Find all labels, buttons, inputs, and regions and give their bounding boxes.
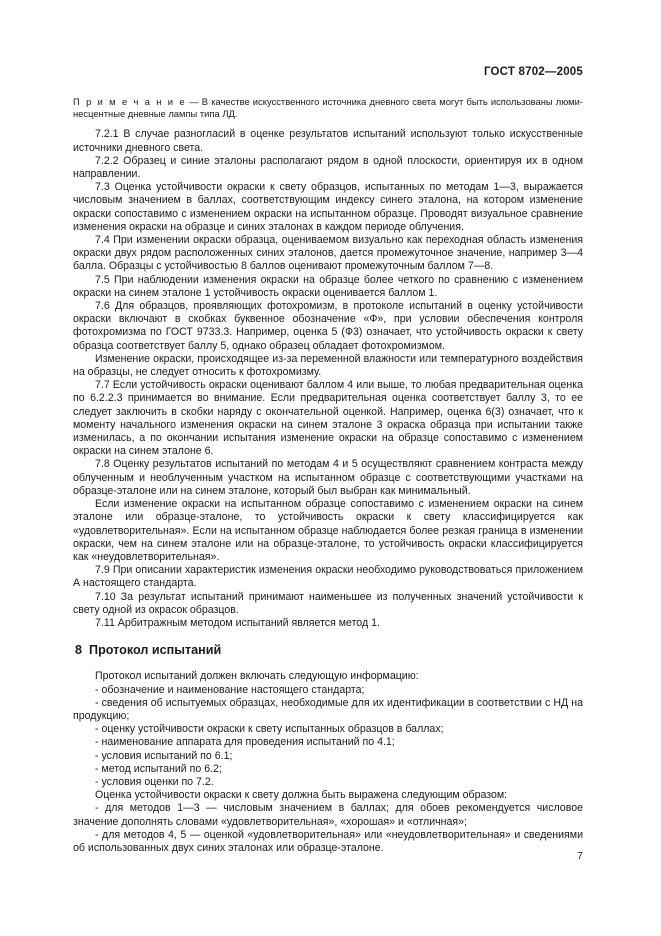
paragraph: 7.5 При наблюдении изменения окраски на образце более четкого по сравнению с изменением окраски на синем эталоне 1 устойчивость окраски оценивается баллом 1. — [73, 273, 583, 299]
list-item: - условия испытаний по 6.1; — [95, 749, 233, 762]
paragraph: 7.2.2 Образец и синие эталоны располагают рядом в одной плоскости, ориентируя их в одном направлении. — [73, 154, 583, 181]
page-content — [73, 96, 583, 855]
note — [73, 96, 583, 120]
paragraph: Если изменение окраски на испытанном образце сопоставимо с изменением окраски на синем эталоне или образце-эталоне, то устойчивость окраски к свету классифицируется как «удовлетворительная». Если на испытанном образце наблюдается более резкая граница в изменении окраски, чем на синем эталоне или на образце-эталоне, то устойчивость окраски классифицируется как «неудовлетворительная». — [73, 498, 583, 563]
section-paragraph: Протокол испытаний должен включать следующую информацию: — [95, 670, 419, 683]
section-paragraph: Оценка устойчивости окраски к свету должна быть выражена следующим образом: — [95, 789, 508, 802]
section-heading — [73, 644, 583, 657]
list-item: - оценку устойчивости окраски к свету испытанных образцов в баллах; — [95, 723, 444, 736]
paragraph: 7.6 Для образцов, проявляющих фотохромизм, в протоколе испытаний в оценку устойчивости окраски включают в скобках буквенное обозначение «Ф», при условии обеспечения контроля фотохромизма по ГОСТ 9733.3. Например, оценка 5 (Ф3) означает, что устойчивость окраски к свету образца соответствует баллу 5, однако образец обладает фотохромизмом. — [73, 300, 583, 352]
paragraph: 7.3 Оценка устойчивости окраски к свету образцов, испытанных по методам 1—3, выражается числовым значением в баллах, соответствующим индексу синего эталона, на котором изменение окраски сопоставимо с изменением окраски на испытанном образце. Проводят визуальное сравнение изменения окраски на образце и синих эталонах в каждом периоде облучения. — [73, 181, 583, 233]
paragraph: 7.10 За результат испытаний принимают наименьшее из полученных значений устойчивости к свету одной из окрасок образцов. — [73, 590, 583, 616]
section-title: Протокол испытаний — [89, 643, 222, 658]
list-item: - метод испытаний по 6.2; — [95, 762, 222, 775]
note-text: — В качестве искусственного источника дневного света могут быть использованы люми-несцентные дневные лампы типа ЛД. — [73, 96, 583, 120]
paragraph: 7.2.1 В случае разногласий в оценке результатов испытаний используют только искусственные источники дневного света. — [73, 128, 583, 154]
paragraph: 7.9 При описании характеристик изменения окраски необходимо руководствоваться приложением А настоящего стандарта. — [73, 564, 583, 590]
list-item: - условия оценки по 7.2. — [95, 775, 214, 788]
list-item: - обозначение и наименование настоящего стандарта; — [95, 683, 365, 696]
list-item: - наименование аппарата для проведения испытаний по 4.1; — [95, 736, 395, 749]
paragraph: 7.7 Если устойчивость окраски оценивают баллом 4 или выше, то любая предварительная оценка по 6.2.2.3 принимается во внимание. Если предварительная оценка соответствует баллу 3, то ее следует заключить в скобки наряду с окончательной оценкой. Например, оценка 6(3) означает, что к моменту начального изменения окраски на синем эталоне 3 окраска образца при испытании также изменилась, а по окончании испытания изменение окраски на образце сопоставимо с изменением окраски на синем эталоне 6. — [73, 379, 583, 458]
list-item: - сведения об испытуемых образцах, необходимые для их идентификации в соответствии с НД на продукцию; — [73, 696, 583, 722]
paragraph: 7.4 При изменении окраски образца, оцениваемом визуально как переходная область изменения окраски двух рядом расположенных синих эталонов, дается промежуточное значение, например 3—4 балла. Образцы с устойчивостью 8 баллов оценивают промежуточным баллом 7—8. — [73, 234, 583, 273]
section-number: 8 — [75, 643, 83, 658]
page-number: 7 — [577, 850, 583, 862]
paragraph: 7.8 Оценку результатов испытаний по методам 4 и 5 осуществляют сравнением контраста между облученным и необлученным участком на испытанном образце с соответствующими участками на образце-эталоне или на синем эталоне, который был выбран как минимальный. — [73, 458, 583, 497]
note-label: П р и м е ч а н и е — [73, 96, 187, 107]
standard-designation: ГОСТ 8702—2005 — [483, 66, 583, 78]
paragraph: 7.11 Арбитражным методом испытаний является метод 1. — [95, 616, 380, 629]
paragraph: Изменение окраски, происходящее из-за переменной влажности или температурного воздействия на образцы, не следует относить к фотохромизму. — [73, 352, 583, 379]
list-item: - для методов 4, 5 — оценкой «удовлетворительная» или «неудовлетворительная» и сведениями об использованных двух синих эталонах или образце-эталоне. — [73, 828, 583, 854]
list-item: - для методов 1—3 — числовым значением в баллах; для обоев рекомендуется числовое значение дополнять словами «удовлетворительная», «хорошая» и «отличная»; — [73, 802, 583, 828]
